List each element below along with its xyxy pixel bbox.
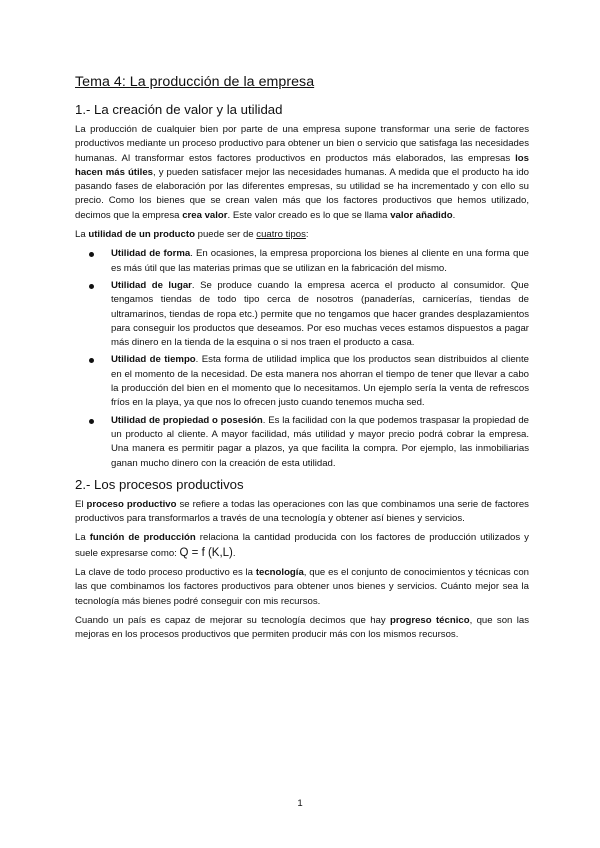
section-2-heading: 2.- Los procesos productivos [75,476,244,492]
text-run: . [232,547,236,559]
text-run: puede ser de [194,229,257,241]
text-run: La [75,229,89,241]
text-run: : [305,229,309,241]
page-content [75,74,529,648]
bullet-icon [89,252,94,257]
bold-term: función de producción [89,532,196,544]
bold-term: progreso técnico [390,614,470,626]
text-run: La clave de todo proceso productivo es la [75,567,256,579]
section-1-paragraph-2 [75,228,529,242]
underlined-term: cuatro tipos [256,229,306,241]
text-run: . [452,209,456,221]
section-1-paragraph-1 [75,123,529,223]
bold-term: valor añadido [390,209,453,221]
text-run: Cuando un país es capaz de mejorar su tecnología decimos que hay [75,614,391,626]
text-run: , que son las mejoras en los procesos productivos que permiten producir más con los mismos recursos. [75,614,529,641]
text-run: . Esta forma de utilidad implica que los productos sean distribuidos al cliente en el momento de la necesidad. De esta manera nos ahorran el tiempo de tener que llevar a cabo la producción del bien en el momento que lo necesitamos. Un ejemplo sería la venta de refrescos fríos en la playa, ya que nos lo ofrecen justo cuando tenemos mucha sed. [111,354,529,409]
text-run: , y pueden satisfacer mejor las necesidades humanas. A medida que el producto ha ido pasando fases de elaboración por las diferentes empresas, su utilidad se ha incrementado y con ello su precio. Como los bienes que se crean valen más que los factores productivos que hemos utilizado, decimos que la empresa [75,166,529,221]
text-run: . Este valor creado es lo que se llama [227,209,391,221]
bullet-icon [89,358,94,363]
bold-term: Utilidad de lugar [111,279,192,291]
bold-term: utilidad de un producto [88,229,195,241]
bold-term: Utilidad de propiedad o posesión [111,414,263,426]
bullet-icon [89,284,94,289]
page-number: 1 [297,798,303,809]
section-2-paragraph-1 [75,498,529,527]
text-run: El [75,498,87,510]
list-item-text [111,354,529,408]
production-formula: Q = f (K,L) [179,546,233,559]
text-run: , que es el conjunto de conocimientos y técnicas con las que combinamos los factores productivos para obtener unos bienes y servicios. Cuánto mejor sea la tecnología más bienes podré conseguir con mis recursos. [75,567,529,607]
text-run: se refiere a todas las operaciones con las que combinamos una serie de factores productivos para transformarlos a través de una tecnología y obtener así bienes y servicios. [75,498,529,525]
bold-term: proceso productivo [86,498,177,510]
bullet-icon [89,419,94,424]
section-2-paragraph-4 [75,614,529,643]
utility-types-list [75,247,529,470]
text-run: . Es la facilidad con la que podemos traspasar la propiedad de un producto al cliente. A mayor facilidad, más utilidad y mayor precio podrá cobrar la empresa. Una manera es permitir pagar a plazos, ya que facilita la compra. Por ejemplo, las inmobiliarias ganan mucho dinero con la creación de esta utilidad. [111,414,529,469]
section-2-paragraph-2 [75,531,529,561]
text-run: . En ocasiones, la empresa proporciona los bienes al cliente en una forma que es más útil que las materias primas que se utilizan en la fabricación del mismo. [111,248,529,274]
text-run: La [75,532,90,544]
section-2-paragraph-3 [75,566,529,609]
bold-term: tecnología [255,567,304,579]
text-run: La producción de cualquier bien por parte de una empresa supone transformar una serie de factores productivos mediante un proceso productivo para obtener un bien o servicio que satisfaga las necesidades humanas. Al transformar estos factores productivos en productos más elaborados, las empresas [75,124,529,164]
list-item-text [111,248,529,273]
bold-term: crea valor [182,209,228,221]
list-item-utilidad-tiempo [75,353,529,410]
section-1-heading: 1.- La creación de valor y la utilidad [75,102,283,117]
list-item-text [111,280,529,348]
text-run: relaciona la cantidad producida con los factores de producción utilizados y suele expresarse como: [75,532,529,559]
list-item-utilidad-forma [75,247,529,276]
document-title: Tema 4: La producción de la empresa [75,74,315,90]
text-run: . Se produce cuando la empresa acerca el producto al consumidor. Que tengamos tiendas de todo tipo cerca de nosotros (panaderías, carnicerías, tiendas de ultramarinos, tiendas de ropa etc.) permite que no tengamos que hacer grandes desplazamientos para conseguir los productos que deseamos. Por eso muchas veces estamos dispuestos a pagar más dinero en la tienda de la esquina o si nos traen el producto a casa. [111,279,529,349]
list-item-text [111,415,529,469]
bold-term: los hacen más útiles [75,152,529,178]
bold-term: Utilidad de tiempo [111,354,196,366]
list-item-utilidad-lugar [75,279,529,350]
bold-term: Utilidad de forma [111,248,191,260]
list-item-utilidad-propiedad [75,414,529,471]
